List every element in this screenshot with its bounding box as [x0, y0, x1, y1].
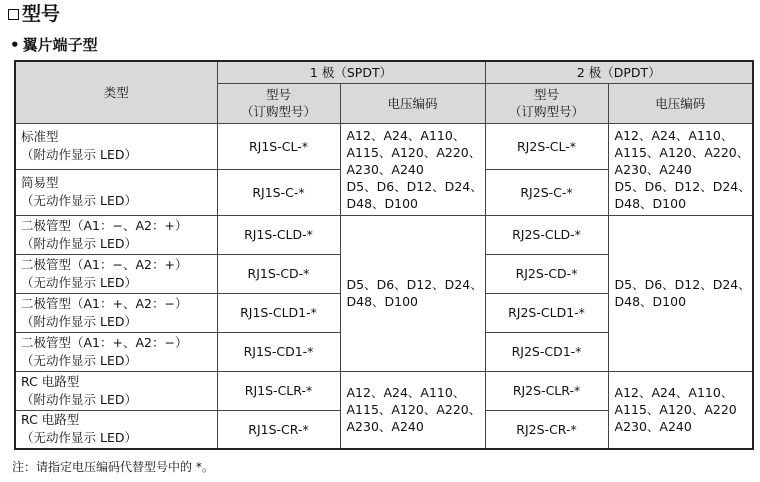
voltage-line: D48、D100	[346, 195, 419, 211]
type-name: RC 电路型	[21, 373, 80, 389]
dpdt-voltage-group-1	[608, 123, 753, 215]
spdt-model: RJ1S-CR-*	[217, 410, 340, 449]
voltage-line: A230、A240	[614, 419, 692, 435]
type-name: 二极管型（A1：+、A2：−）	[21, 334, 188, 350]
type-cell	[15, 332, 217, 371]
section-heading-text: 型号	[22, 3, 61, 25]
voltage-line: A12、A24、A110、	[614, 385, 734, 401]
spdt-voltage-group-3	[340, 371, 485, 449]
dpdt-model: RJ2S-CD-*	[485, 254, 608, 293]
header-model-sublabel: （订购型号）	[240, 104, 316, 119]
dpdt-model: RJ2S-CLD-*	[485, 215, 608, 254]
header-spdt-voltage: 电压编码	[340, 83, 485, 123]
spdt-model: RJ1S-CD1-*	[217, 332, 340, 371]
type-name: 二极管型（A1：+、A2：−）	[21, 295, 188, 311]
dpdt-voltage-group-3	[608, 371, 753, 449]
type-cell	[15, 293, 217, 332]
voltage-line: A12、A24、A110、	[346, 385, 466, 401]
voltage-line: D48、D100	[614, 195, 687, 211]
header-dpdt: 2 极（DPDT）	[485, 61, 753, 83]
voltage-line: A115、A120、A220、	[614, 144, 750, 160]
type-name: 标准型	[21, 129, 59, 144]
type-cell	[15, 123, 217, 169]
voltage-line: D5、D6、D12、D24、	[614, 277, 751, 292]
voltage-line: A230、A240	[346, 419, 424, 435]
header-spdt: 1 极（SPDT）	[217, 61, 485, 83]
spdt-model: RJ1S-CL-*	[217, 123, 340, 169]
type-sub: （附动作显示 LED）	[21, 147, 137, 162]
voltage-line: A12、A24、A110、	[614, 127, 734, 143]
type-cell	[15, 371, 217, 410]
dpdt-model: RJ2S-CR-*	[485, 410, 608, 449]
spdt-model: RJ1S-CLD1-*	[217, 293, 340, 332]
header-model-label: 型号	[534, 87, 560, 102]
sub-heading	[10, 34, 98, 56]
spdt-voltage-group-2	[340, 215, 485, 371]
dpdt-model: RJ2S-C-*	[485, 169, 608, 215]
header-model-sublabel: （订购型号）	[509, 104, 585, 119]
voltage-line: A12、A24、A110、	[346, 127, 466, 143]
type-sub: （无动作显示 LED）	[21, 352, 137, 368]
model-table	[14, 60, 754, 450]
type-sub: （无动作显示 LED）	[21, 193, 137, 208]
type-cell	[15, 410, 217, 449]
dpdt-model: RJ2S-CLD1-*	[485, 293, 608, 332]
header-type: 类型	[15, 61, 217, 123]
spdt-model: RJ1S-CLR-*	[217, 371, 340, 410]
voltage-line: D5、D6、D12、D24、	[346, 277, 483, 292]
dpdt-model: RJ2S-CL-*	[485, 123, 608, 169]
type-name: RC 电路型	[21, 412, 80, 428]
type-name: 二极管型（A1：−、A2：+）	[21, 217, 188, 233]
dpdt-model: RJ2S-CD1-*	[485, 332, 608, 371]
voltage-line: A115、A120、A220、	[346, 144, 482, 160]
type-name: 二极管型（A1：−、A2：+）	[21, 256, 188, 272]
bullet-icon: •	[10, 36, 20, 54]
type-sub: （附动作显示 LED）	[21, 313, 137, 329]
type-cell	[15, 215, 217, 254]
section-heading	[8, 1, 60, 27]
sub-heading-text: 翼片端子型	[22, 36, 98, 54]
type-sub: （附动作显示 LED）	[21, 235, 137, 251]
header-spdt-model	[217, 83, 340, 123]
type-cell	[15, 254, 217, 293]
voltage-line: D48、D100	[346, 294, 419, 309]
voltage-line: A115、A120、A220	[614, 402, 737, 418]
spdt-model: RJ1S-CD-*	[217, 254, 340, 293]
type-cell	[15, 169, 217, 215]
header-model-label: 型号	[265, 87, 291, 102]
type-name: 简易型	[21, 175, 59, 190]
header-dpdt-model	[485, 83, 608, 123]
table-row	[15, 371, 753, 410]
voltage-line: A230、A240	[614, 161, 692, 177]
type-sub: （无动作显示 LED）	[21, 274, 137, 290]
voltage-line: D48、D100	[614, 294, 687, 309]
spdt-model: RJ1S-C-*	[217, 169, 340, 215]
type-sub: （附动作显示 LED）	[21, 391, 137, 407]
header-row-groups	[15, 61, 753, 83]
checkbox-square-icon	[8, 9, 19, 20]
voltage-line: D5、D6、D12、D24、	[614, 178, 751, 194]
table-row	[15, 123, 753, 169]
voltage-line: A115、A120、A220、	[346, 402, 482, 418]
dpdt-voltage-group-2	[608, 215, 753, 371]
voltage-line: A230、A240	[346, 161, 424, 177]
spdt-model: RJ1S-CLD-*	[217, 215, 340, 254]
dpdt-model: RJ2S-CLR-*	[485, 371, 608, 410]
voltage-line: D5、D6、D12、D24、	[346, 178, 483, 194]
header-dpdt-voltage: 电压编码	[608, 83, 753, 123]
type-sub: （无动作显示 LED）	[21, 430, 137, 446]
table-row	[15, 215, 753, 254]
footnote: 注：请指定电压编码代替型号中的 *。	[12, 460, 214, 474]
spdt-voltage-group-1	[340, 123, 485, 215]
